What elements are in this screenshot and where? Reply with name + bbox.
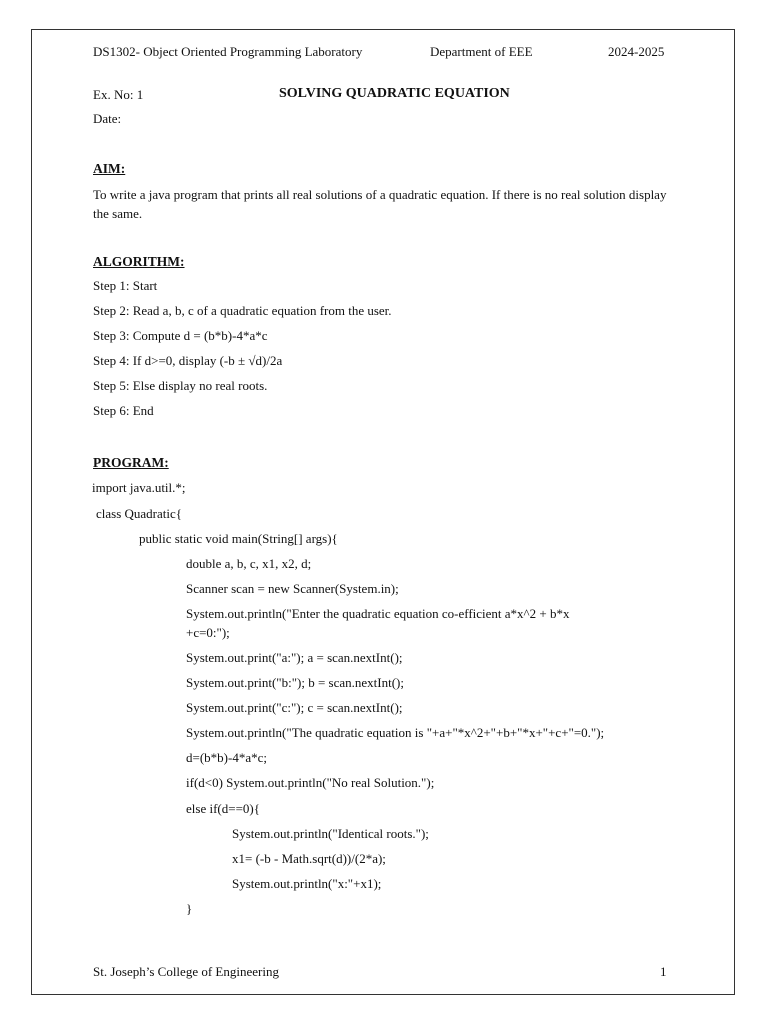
code-line: d=(b*b)-4*a*c; [186, 750, 267, 765]
code-line: else if(d==0){ [186, 801, 260, 816]
header-department: Department of EEE [430, 44, 533, 59]
code-line: import java.util.*; [92, 480, 186, 495]
code-line: x1= (-b - Math.sqrt(d))/(2*a); [232, 851, 386, 866]
code-line: Scanner scan = new Scanner(System.in); [186, 581, 399, 596]
code-line: System.out.println("x:"+x1); [232, 876, 382, 891]
aim-heading: AIM: [93, 161, 126, 176]
code-line: public static void main(String[] args){ [139, 531, 338, 546]
algorithm-step: Step 6: End [93, 403, 154, 418]
algorithm-heading: ALGORITHM: [93, 254, 185, 269]
code-line: System.out.println("Enter the quadratic equation co-efficient a*x^2 + b*x [186, 606, 570, 621]
algorithm-step: Step 2: Read a, b, c of a quadratic equation from the user. [93, 303, 392, 318]
exercise-title: SOLVING QUADRATIC EQUATION [279, 86, 510, 101]
algorithm-step: Step 5: Else display no real roots. [93, 378, 268, 393]
algorithm-steps [93, 278, 392, 428]
code-line: +c=0:"); [186, 625, 230, 640]
exercise-number: Ex. No: 1 [93, 87, 144, 102]
code-line: System.out.print("b:"); b = scan.nextInt(); [186, 675, 404, 690]
date-label: Date: [93, 111, 122, 126]
footer-college-name: St. Joseph’s College of Engineering [93, 964, 279, 979]
header-academic-year: 2024-2025 [608, 44, 665, 59]
header-course-title: DS1302- Object Oriented Programming Laboratory [93, 44, 363, 59]
algorithm-step: Step 1: Start [93, 278, 158, 293]
algorithm-step: Step 3: Compute d = (b*b)-4*a*c [93, 328, 268, 343]
aim-text: To write a java program that prints all real solutions of a quadratic equation. If there is no real solution display the same. [93, 187, 667, 221]
code-line: System.out.println("The quadratic equation is "+a+"*x^2+"+b+"*x+"+c+"=0."); [186, 725, 605, 740]
code-line: System.out.println("Identical roots."); [232, 826, 429, 841]
code-line: if(d<0) System.out.println("No real Solution."); [186, 775, 435, 790]
code-line: } [186, 901, 193, 916]
footer-page-number: 1 [660, 964, 667, 979]
program-heading: PROGRAM: [93, 455, 169, 470]
code-line: double a, b, c, x1, x2, d; [186, 556, 312, 571]
code-line: class Quadratic{ [96, 506, 183, 521]
code-line: System.out.print("c:"); c = scan.nextInt(); [186, 700, 403, 715]
code-line: System.out.print("a:"); a = scan.nextInt(); [186, 650, 403, 665]
algorithm-step: Step 4: If d>=0, display (-b ± √d)/2a [93, 353, 283, 368]
